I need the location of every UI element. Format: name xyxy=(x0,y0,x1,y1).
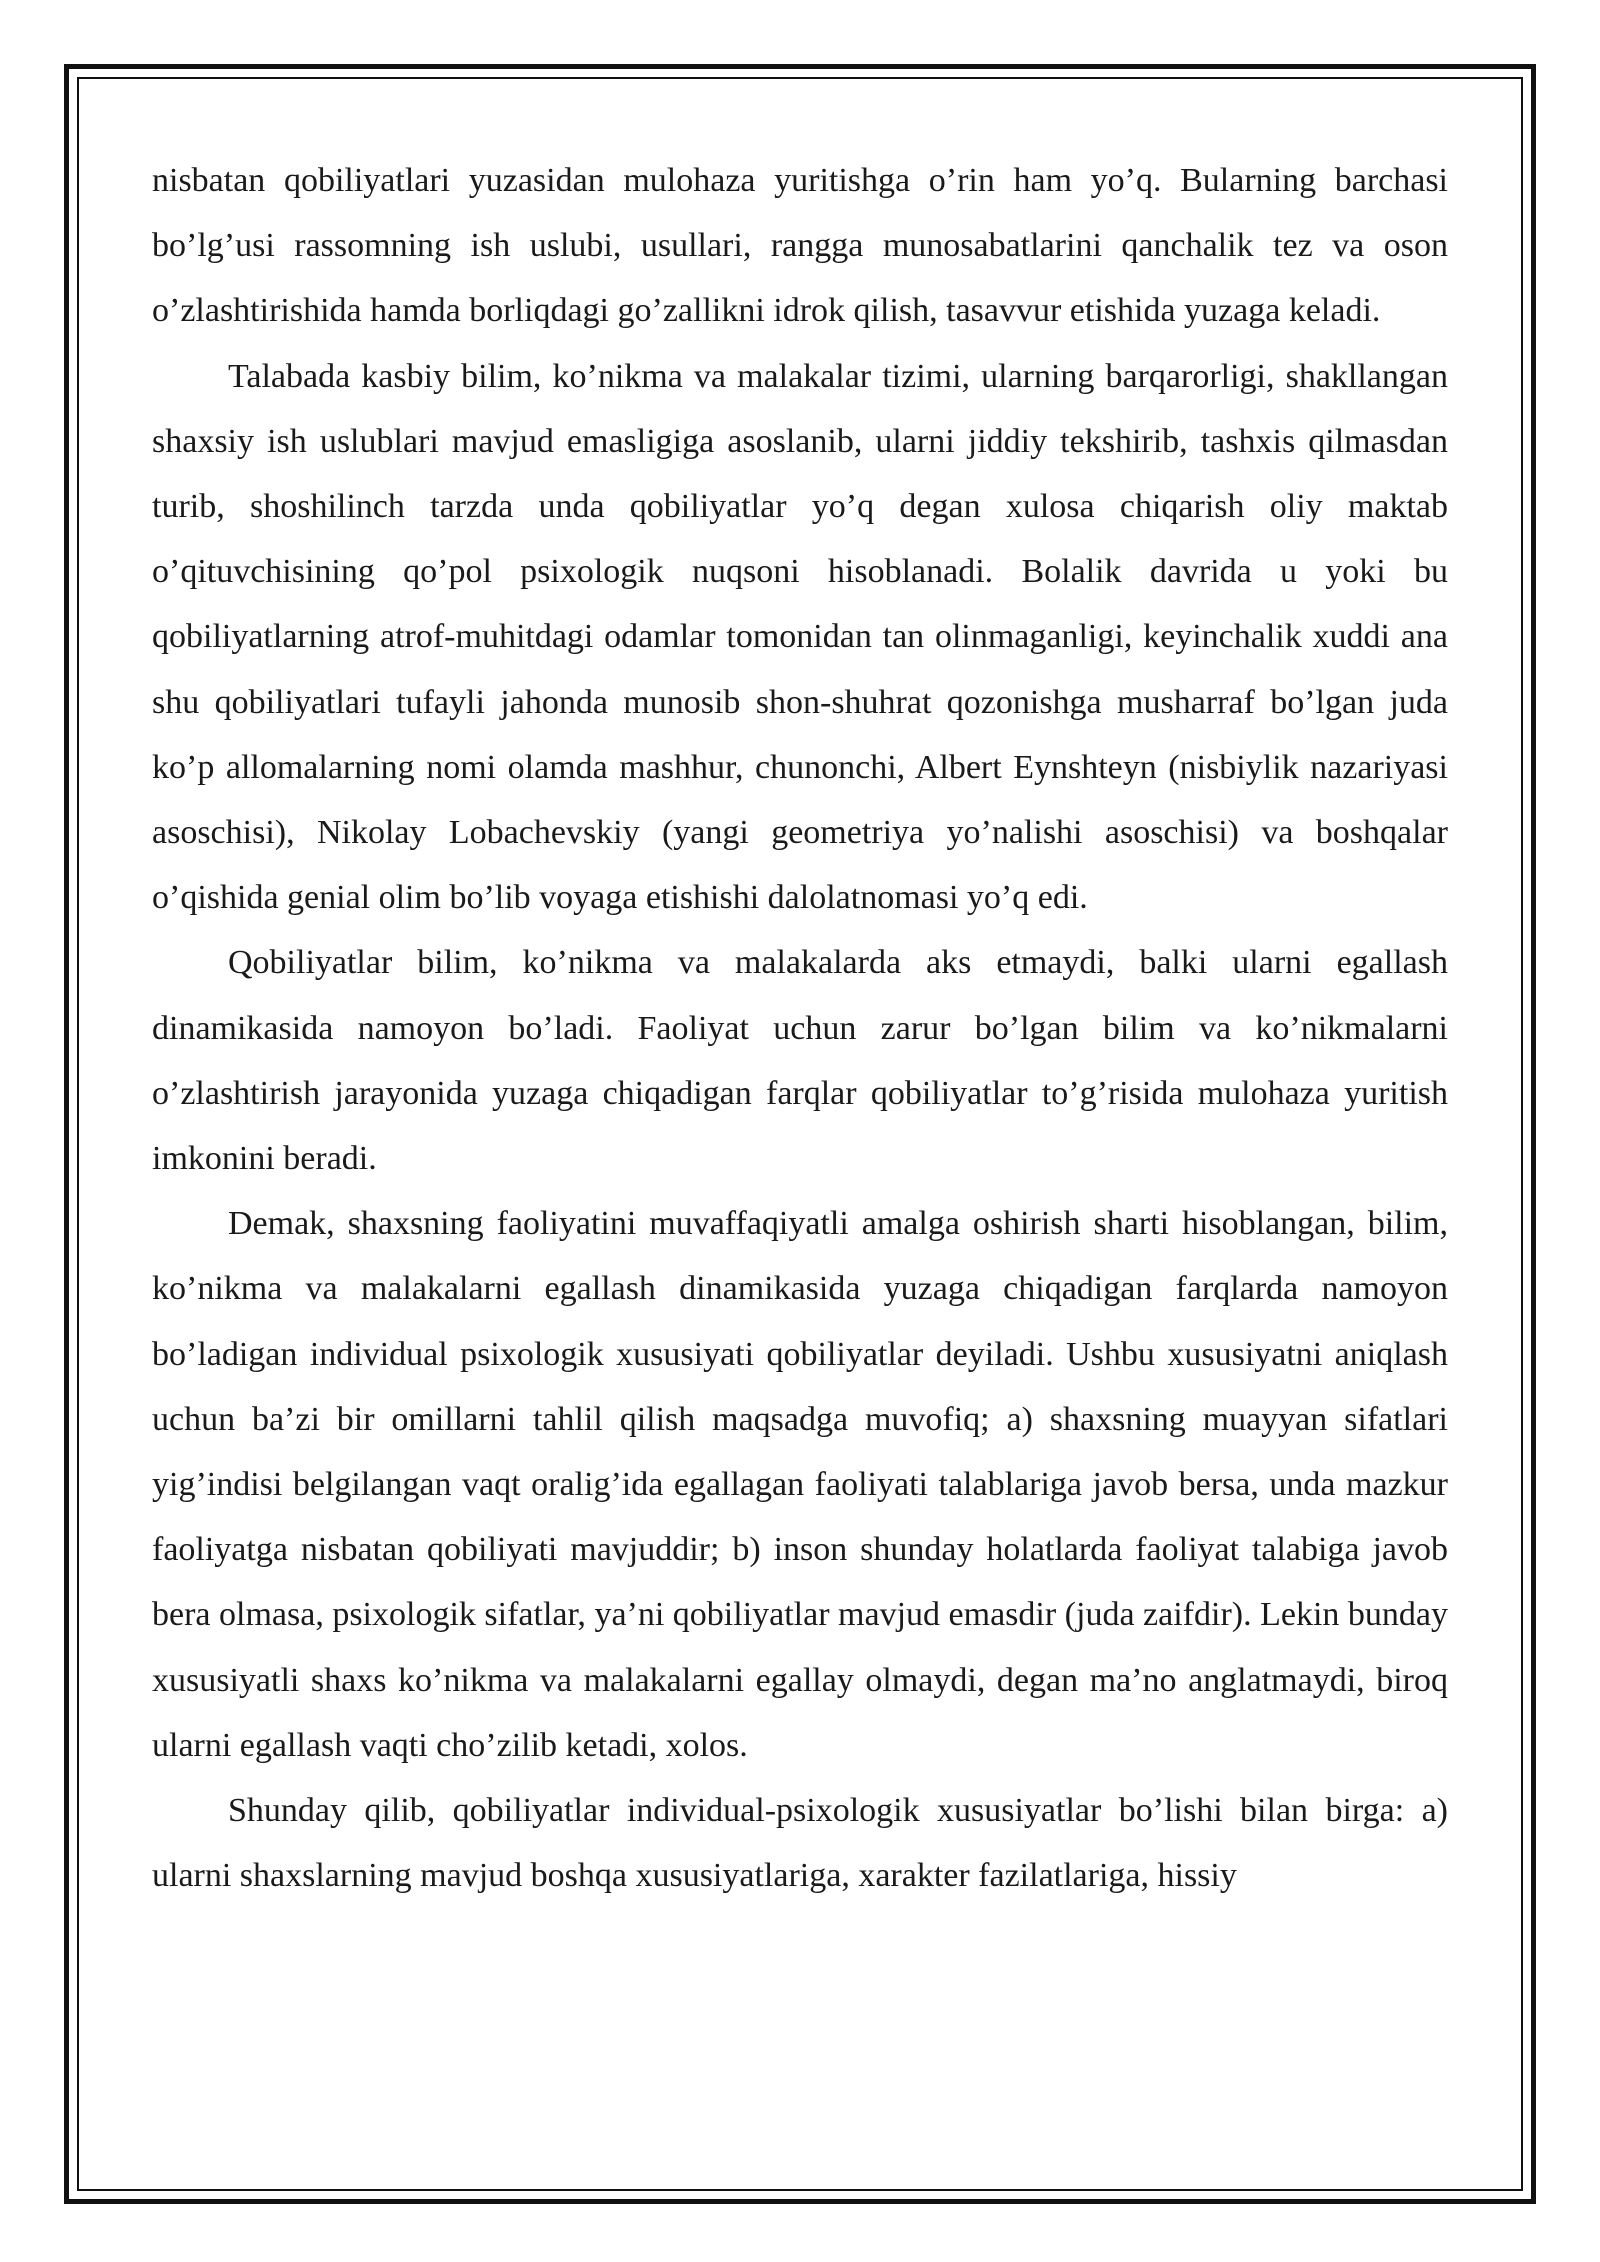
paragraph-3: Qobiliyatlar bilim, ko’nikma va malakalarda aks etmaydi, balki ularni egallash dinamikasida namoyon bo’ladi. Faoliyat uchun zarur bo’lgan bilim va ko’nikmalarni o’zlashtirish jarayonida yuzaga chiqadigan farqlar qobiliyatlar to’g’risida mulohaza yuritish imkonini beradi. xyxy=(152,944,1448,1178)
document-body xyxy=(152,148,1448,1908)
paragraph-1: nisbatan qobiliyatlari yuzasidan mulohaza yuritishga o’rin ham yo’q. Bularning barchasi bo’lg’usi rassomning ish uslubi, usullari, rangga munosabatlarini qanchalik tez va oson o’zlashtirishida hamda borliqdagi go’zallikni idrok qilish, tasavvur etishida yuzaga keladi. xyxy=(152,162,1448,330)
paragraph-4: Demak, shaxsning faoliyatini muvaffaqiyatli amalga oshirish sharti hisoblangan, bilim, ko’nikma va malakalarni egallash dinamikasida yuzaga chiqadigan farqlarda namoyon bo’ladigan individual psixologik xususiyati qobiliyatlar deyiladi. Ushbu xususiyatni aniqlash uchun ba’zi bir omillarni tahlil qilish maqsadga muvofiq; a) shaxsning muayyan sifatlari yig’indisi belgilangan vaqt oralig’ida egallagan faoliyati talablariga javob bersa, unda mazkur faoliyatga nisbatan qobiliyati mavjuddir; b) inson shunday holatlarda faoliyat talabiga javob bera olmasa, psixologik sifatlar, ya’ni qobiliyatlar mavjud emasdir (juda zaifdir). Lekin bunday xususiyatli shaxs ko’nikma va malakalarni egallay olmaydi, degan ma’no anglatmaydi, biroq ularni egallash vaqti cho’zilib ketadi, xolos. xyxy=(152,1205,1448,1764)
paragraph-2: Talabada kasbiy bilim, ko’nikma va malakalar tizimi, ularning barqarorligi, shakllangan shaxsiy ish uslublari mavjud emasligiga asoslanib, ularni jiddiy tekshirib, tashxis qilmasdan turib, shoshilinch tarzda unda qobiliyatlar yo’q degan xulosa chiqarish oliy maktab o’qituvchisining qo’pol psixologik nuqsoni hisoblanadi. Bolalik davrida u yoki bu qobiliyatlarning atrof-muhitdagi odamlar tomonidan tan olinmaganligi, keyinchalik xuddi ana shu qobiliyatlari tufayli jahonda munosib shon-shuhrat qozonishga musharraf bo’lgan juda ko’p allomalarning nomi olamda mashhur, chunonchi, Albert Eynshteyn (nisbiylik nazariyasi asoschisi), Nikolay Lobachevskiy (yangi geometriya yo’nalishi asoschisi) va boshqalar o’qishida genial olim bo’lib voyaga etishishi dalolatnomasi yo’q edi. xyxy=(152,357,1448,917)
paragraph-5: Shunday qilib, qobiliyatlar individual-psixologik xususiyatlar bo’lishi bilan birga: a) ularni shaxslarning mavjud boshqa xususiyatlariga, xarakter fazilatlariga, hissiy xyxy=(152,1792,1448,1895)
